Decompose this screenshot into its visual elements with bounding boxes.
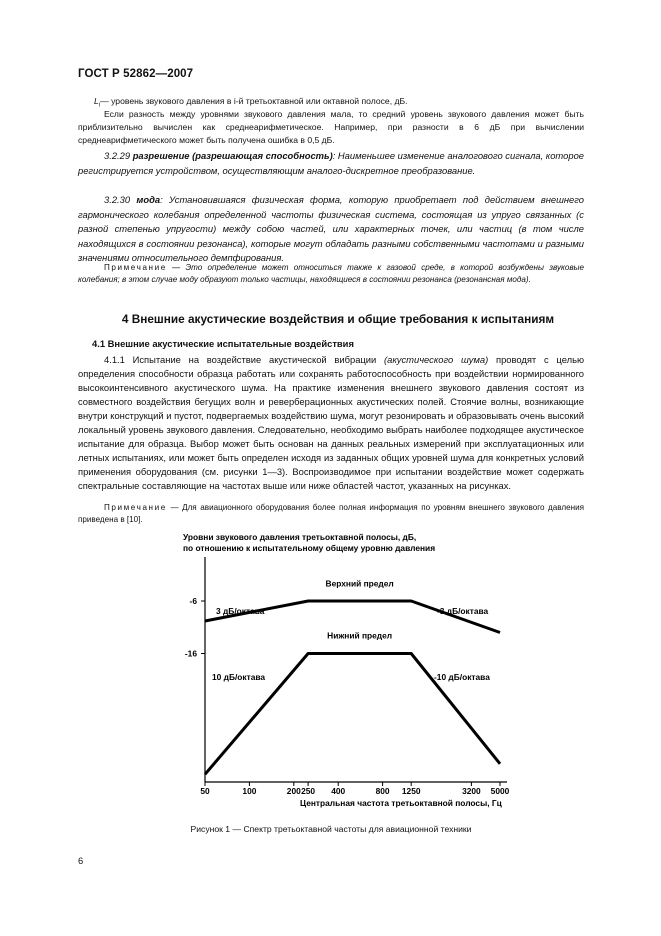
def-number: 3.2.30 — [104, 194, 131, 205]
figure-caption: Рисунок 1 — Спектр третьоктавной частоты для авиационной техники — [190, 824, 472, 834]
y-tick-label: -16 — [184, 648, 197, 659]
slope-label-upper-left: 3 дБ/октава — [216, 606, 265, 616]
x-tick-label: 800 — [375, 786, 390, 796]
paragraph-text-b: (акустического шума) — [384, 354, 489, 365]
chart-title-line-1: Уровни звукового давления третьоктавной полосы, дБ, — [183, 532, 417, 542]
intro-paragraph: Если разность между уровнями звукового давления мала, то средний уровень звукового давления может быть приблизительно вычислен как среднеарифметическое. Например, при разности в 6 дБ при вычислении среднеарифметического может быть получена ошибка в 0,5 дБ. — [78, 109, 584, 146]
slope-label-lower-left: 10 дБ/октава — [212, 672, 266, 682]
paragraph-text-a: Испытание на воздействие акустической вибрации — [132, 354, 385, 365]
lower-limit-label: Нижний предел — [327, 630, 393, 641]
upper-limit-label: Верхний предел — [325, 578, 394, 589]
section-title: 4 Внешние акустические воздействия и общие требования к испытаниям — [121, 312, 555, 326]
def-term: разрешение (разрешающая способность) — [132, 150, 333, 161]
page-number: 6 — [78, 855, 84, 866]
document-header: ГОСТ Р 52862—2007 — [78, 68, 194, 80]
chart-title-line-2: по отношению к испытательному общему уровню давления — [183, 543, 436, 553]
paragraph-number: 4.1.1 — [104, 354, 125, 365]
x-tick-label: 50 — [200, 786, 210, 796]
note-label: Примечание — [104, 503, 167, 512]
def-term: мода — [136, 194, 161, 205]
y-tick-label: -6 — [189, 596, 197, 606]
x-tick-label: 100 — [242, 786, 257, 796]
note-text: — Это определение может относиться также к газовой среде, в которой возбуждены звуковые колебания; в этом случае моду образуют только частицы, находящиеся в состоянии резонанса (резонансная мода). — [78, 263, 584, 285]
x-tick-label: 5000 — [490, 786, 510, 796]
def-text: : Установившаяся физическая форма, которую приобретает под действием внешнего гармонического колебания определенной частоты физическая система, состоящая из упруго связанных (с разной степенью упругости) между собою частей, или характерных точек, или частиц (в том числе находящихся в состоянии резонанса), которые могут обладать разными собственными частотами и разными значениями относительного демпфирования. — [78, 194, 585, 264]
def-text: : Наименьшее изменение аналогового сигнала, которое регистрируется устройством, осуществляющим аналого-дискретное преобразование. — [78, 150, 584, 176]
subsection-title: 4.1 Внешние акустические испытательные воздействия — [92, 338, 354, 349]
l-symbol: L — [94, 96, 99, 106]
note-label: Примечание — [104, 263, 167, 272]
l-subscript: i — [98, 102, 101, 109]
x-tick-label: 200 — [286, 786, 301, 796]
x-tick-label: 250 — [301, 786, 316, 796]
x-axis-label: Центральная частота третьоктавной полосы, Гц — [300, 798, 502, 808]
note-text: — Для авиационного оборудования более полная информация по уровням внешнего звукового давления приведена в [10]. — [78, 503, 584, 525]
def-number: 3.2.29 — [104, 150, 131, 161]
paragraph-text-c: проводят с целью определения способности образца работать или сохранять работоспособность при воздействии нормированного высокоинтенсивного акустического шума. На практике изменения внешнего звукового давления состоят из совместного воздействия бегущих волн и реверберационных акустических полей. Стоячие волны, возникающие внутри конструкций и пустот, подвергаемых воздействию шума, могут резонировать и образовывать очень высокий локальный уровень звукового давления. Следовательно, необходимо выбрать наиболее подходящее акустическое испытание для образца. Выбор может быть основан на данных реальных измерений при эксплуатационных или летных испытаниях, или может быть определен исходя из заданных общих уровней шума для конкретных условий применения оборудования (см. рисунки 1—3). Воспроизводимое при испытании воздействие может содержать спектральные составляющие на частотах выше или ниже областей частот, указанных на рисунках. — [78, 354, 584, 492]
slope-label-upper-right: -3 дБ/октава — [437, 606, 489, 616]
x-tick-label: 400 — [331, 786, 346, 796]
slope-label-lower-right: -10 дБ/октава — [434, 672, 490, 682]
l-definition-text: — уровень звукового давления в i-й третьоктавной или октавной полосе, дБ. — [100, 96, 408, 106]
x-tick-label: 1250 — [401, 786, 421, 796]
x-tick-label: 3200 — [462, 786, 481, 796]
